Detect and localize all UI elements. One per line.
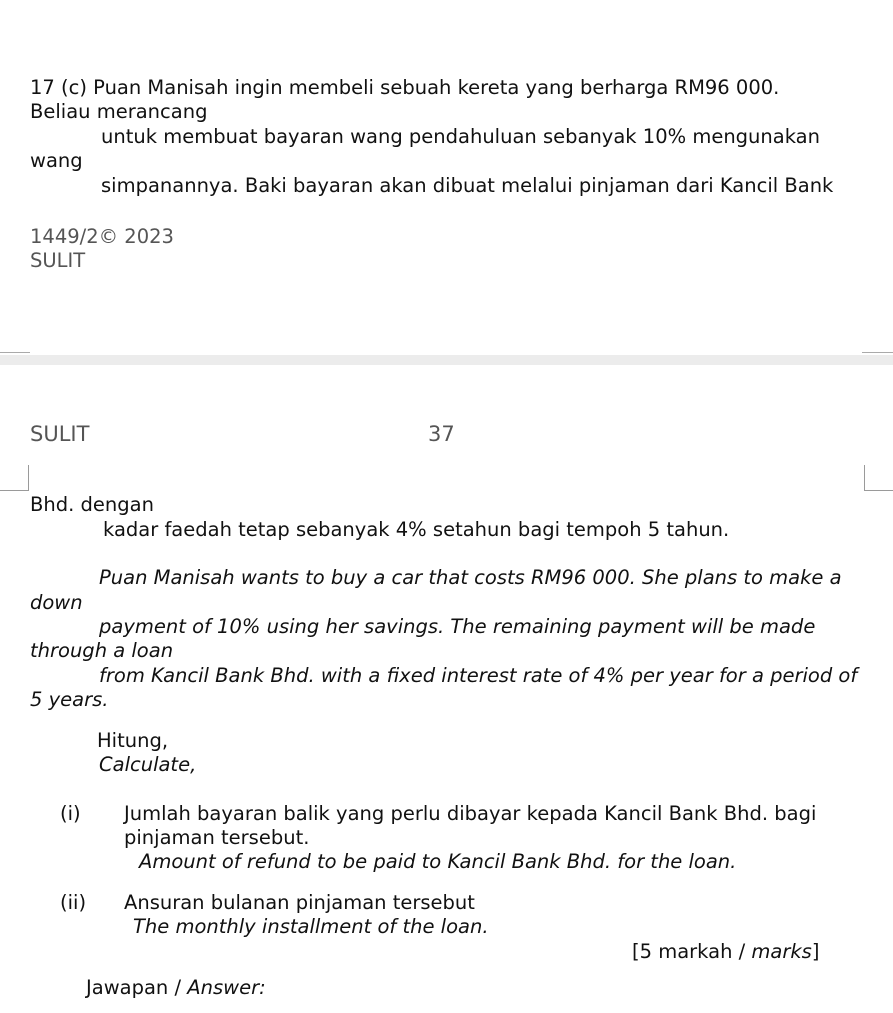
english-line-5: from Kancil Bank Bhd. with a fixed interest rate of 4% per year for a period of <box>99 664 858 687</box>
item-i-malay-line-2: pinjaman tersebut. <box>124 826 310 849</box>
crop-mark-right-vertical <box>864 465 865 491</box>
question-line-2: Beliau merancang <box>30 100 208 123</box>
english-line-2: down <box>30 591 83 614</box>
page-edge-left <box>0 352 30 353</box>
marks-label <box>632 940 819 964</box>
footer-paper-code: 1449/2© 2023 <box>30 225 174 248</box>
question-line-4: wang <box>30 149 83 172</box>
marks-bracket: ] <box>811 940 820 963</box>
page-edge-right <box>862 352 893 353</box>
header-status: SULIT <box>30 422 90 446</box>
crop-mark-left-horizontal <box>0 490 29 491</box>
question-line-5: simpanannya. Baki bayaran akan dibuat melalui pinjaman dari Kancil Bank <box>101 174 834 197</box>
crop-mark-left-vertical <box>28 465 29 491</box>
malay-line-1: Bhd. dengan <box>30 493 154 516</box>
item-i-number: (i) <box>60 802 81 825</box>
answer-english: Answer: <box>187 976 266 999</box>
item-ii-malay-line-1: Ansuran bulanan pinjaman tersebut <box>124 891 475 914</box>
item-ii-english: The monthly installment of the loan. <box>133 915 489 938</box>
question-line-3: untuk membuat bayaran wang pendahuluan sebanyak 10% mengunakan <box>101 125 820 148</box>
crop-mark-right-horizontal <box>864 490 893 491</box>
footer-status: SULIT <box>30 249 86 272</box>
page-number: 37 <box>428 422 455 446</box>
malay-line-2: kadar faedah tetap sebanyak 4% setahun bagi tempoh 5 tahun. <box>103 518 730 541</box>
question-line-1: 17 (c) Puan Manisah ingin membeli sebuah kereta yang berharga RM96 000. <box>30 76 780 99</box>
answer-label <box>86 976 266 1000</box>
marks-english: marks <box>751 940 812 963</box>
answer-malay: Jawapan / <box>86 976 188 999</box>
item-i-english: Amount of refund to be paid to Kancil Bank Bhd. for the loan. <box>139 850 737 873</box>
item-ii-number: (ii) <box>60 891 87 914</box>
english-line-6: 5 years. <box>30 688 109 711</box>
marks-malay: [5 markah / <box>632 940 752 963</box>
page-break <box>0 355 893 365</box>
english-line-3: payment of 10% using her savings. The remaining payment will be made <box>99 615 816 638</box>
english-line-1: Puan Manisah wants to buy a car that costs RM96 000. She plans to make a <box>99 566 842 589</box>
calculate-malay: Hitung, <box>97 729 169 752</box>
calculate-english: Calculate, <box>99 753 197 776</box>
item-i-malay-line-1: Jumlah bayaran balik yang perlu dibayar kepada Kancil Bank Bhd. bagi <box>124 802 817 825</box>
english-line-4: through a loan <box>30 639 174 662</box>
